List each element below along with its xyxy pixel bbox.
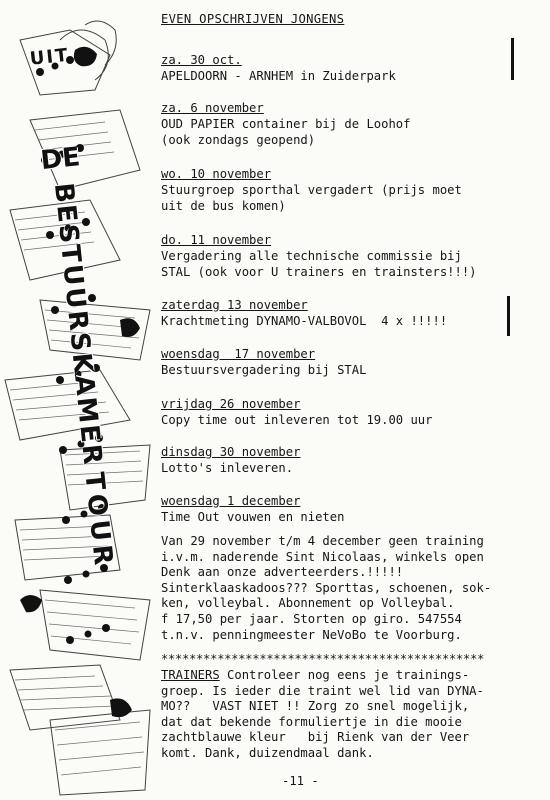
entry-text: OUD PAPIER container bij de Loohof: [161, 117, 411, 131]
page-number: -11 -: [282, 774, 319, 788]
entry-date: dinsdag 30 november: [161, 445, 301, 459]
margin-bar: [511, 38, 514, 80]
trainers-line: MO?? VAST NIET !! Zorg zo snel mogelijk,: [161, 699, 470, 714]
trainers-line: komt. Dank, duizendmaal dank.: [161, 745, 374, 760]
trainers-line: groep. Is ieder die traint wel lid van DYNA-: [161, 683, 484, 698]
entry-date: woensdag 17 november: [161, 347, 316, 361]
paragraph-line: f 17,50 per jaar. Storten op giro. 547554: [161, 611, 462, 626]
entry-date: zaterdag 13 november: [161, 298, 308, 312]
agenda-entry-7: [161, 396, 541, 428]
paragraph-line: Van 29 november t/m 4 december geen training: [161, 534, 484, 548]
agenda-entry-5: [161, 297, 541, 329]
paragraph-line: i.v.m. naderende Sint Nicolaas, winkels open: [161, 549, 484, 564]
paragraph-line: Sinterklaaskadoos??? Sporttas, schoenen, sok-: [161, 580, 492, 595]
entry-text: Lotto's inleveren.: [161, 461, 294, 475]
agenda-entry-4: [161, 232, 541, 280]
agenda-entry-6: [161, 346, 541, 378]
strip-word-tour: TOUR: [78, 470, 119, 571]
paragraph-line: ken, volleybal. Abonnement op Volleybal.: [161, 596, 455, 611]
agenda-entry-3: [161, 166, 541, 214]
strip-word-bestuurskamer: BESTUURSKAMER: [47, 181, 108, 468]
star-divider: **********************************************: [161, 652, 485, 666]
strip-word-uit: UIT: [28, 44, 71, 70]
entry-text: Time Out vouwen en nieten: [161, 510, 345, 524]
trainers-first-line: Controleer nog eens je trainings-: [219, 668, 470, 682]
entry-date: vrijdag 26 november: [161, 397, 301, 411]
agenda-entry-9: [161, 493, 541, 525]
entry-text: Krachtmeting DYNAMO-VALBOVOL 4 x !!!!!: [161, 314, 448, 328]
agenda-entry-2: [161, 100, 541, 148]
entry-text: uit de bus komen): [161, 199, 286, 213]
entry-date: woensdag 1 december: [161, 494, 301, 508]
trainers-notice: [161, 668, 546, 762]
page-heading: EVEN OPSCHRIJVEN JONGENS: [161, 12, 345, 26]
entry-text: Copy time out inleveren tot 19.00 uur: [161, 413, 433, 427]
cartoon-strip: [0, 0, 165, 800]
trainers-line: dat dat bekende formuliertje in die mooie: [161, 714, 462, 729]
notice-paragraph: [161, 534, 546, 643]
entry-date: do. 11 november: [161, 233, 272, 247]
entry-text: (ook zondags geopend): [161, 133, 316, 147]
agenda-entry-8: [161, 444, 541, 476]
entry-text: Vergadering alle technische commissie bij: [161, 249, 462, 263]
agenda-entry-1: [161, 52, 541, 84]
entry-text: Bestuursvergadering bij STAL: [161, 363, 367, 377]
margin-bar: [507, 296, 510, 336]
entry-text: Stuurgroep sporthal vergadert (prijs moet: [161, 183, 462, 197]
paragraph-line: t.n.v. penningmeester NeVoBo te Voorburg.: [161, 627, 462, 642]
trainers-label: TRAINERS: [161, 668, 220, 682]
strip-word-de: DE: [39, 142, 82, 177]
entry-date: za. 6 november: [161, 101, 264, 115]
trainers-line: zachtblauwe kleur bij Rienk van der Veer: [161, 730, 470, 745]
entry-date: wo. 10 november: [161, 167, 272, 181]
entry-text: STAL (ook voor U trainers en trainsters!!!): [161, 265, 477, 279]
entry-date: za. 30 oct.: [161, 53, 242, 67]
paragraph-line: Denk aan onze adverteerders.!!!!!: [161, 565, 404, 580]
entry-text: APELDOORN - ARNHEM in Zuiderpark: [161, 69, 396, 83]
